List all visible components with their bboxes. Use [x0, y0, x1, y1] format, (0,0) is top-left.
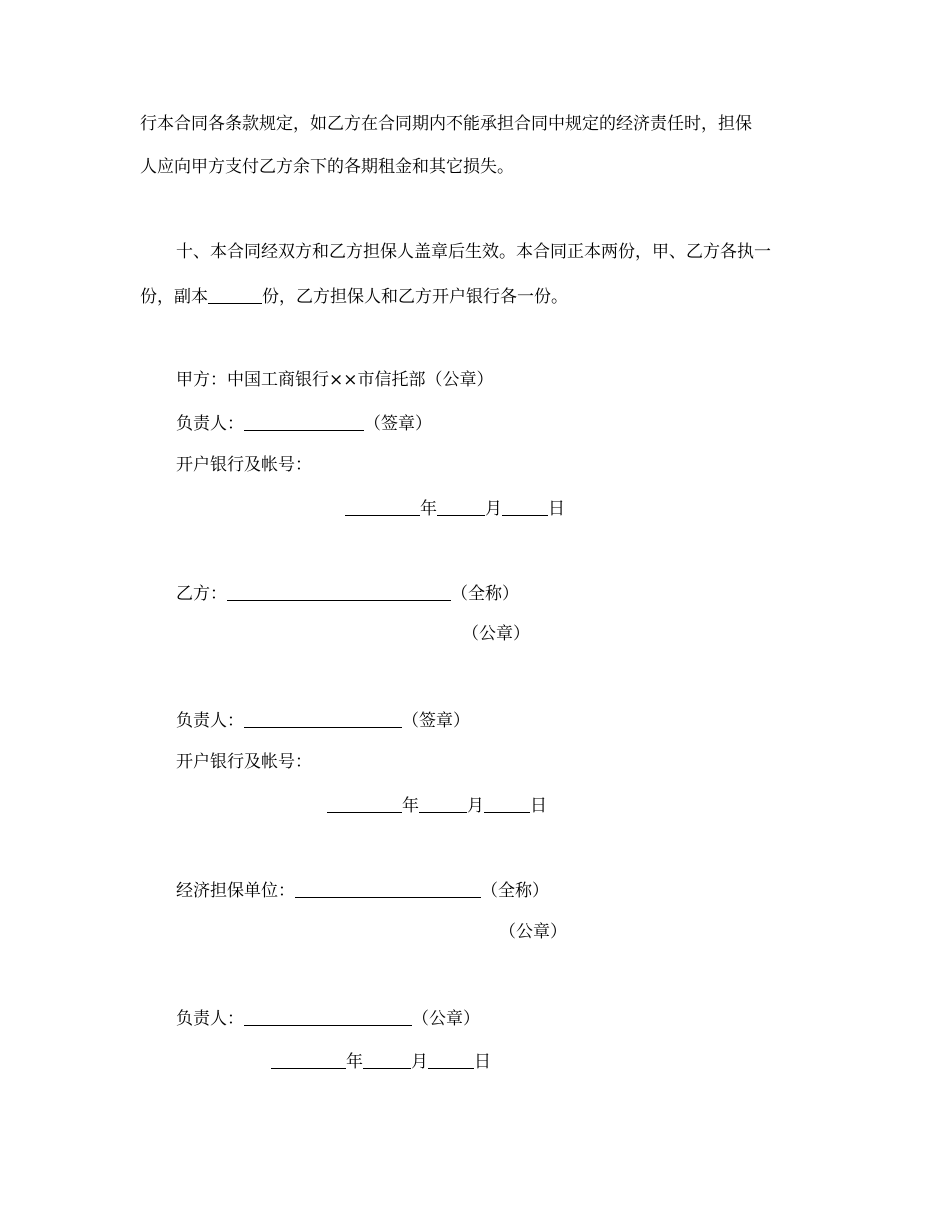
party-b-month-label: 月 [467, 796, 484, 816]
party-b-responsible-label: 负责人： [176, 711, 244, 731]
party-b-year-blank [327, 794, 402, 813]
guarantor-month-blank [363, 1050, 411, 1069]
guarantor-responsible-suffix: （公章） [412, 1009, 480, 1029]
guarantor-fullname-suffix: （全称） [481, 881, 549, 901]
guarantee-paragraph-line-1: 行本合同各条款规定，如乙方在合同期内不能承担合同中规定的经济责任时，担保 [140, 114, 752, 134]
clause-ten-copies-rest: 份，乙方担保人和乙方开户银行各一份。 [262, 287, 568, 307]
party-a-bank-label: 开户银行及帐号： [176, 455, 312, 475]
guarantor-day-label: 日 [474, 1052, 491, 1072]
party-a-responsible-label: 负责人： [176, 414, 244, 434]
copies-count-blank [208, 285, 262, 304]
party-a-month-blank [437, 497, 485, 516]
party-a-year-label: 年 [420, 499, 437, 519]
guarantor-year-label: 年 [346, 1052, 363, 1072]
party-b-name-row [176, 580, 519, 606]
clause-ten-copies-label: 份，副本 [140, 287, 208, 307]
party-a-responsible-suffix: （签章） [364, 414, 432, 434]
party-a-day-blank [502, 497, 548, 516]
guarantor-responsible-blank [244, 1007, 412, 1026]
party-b-seal: （公章） [462, 624, 530, 644]
party-b-responsible-suffix: （签章） [402, 711, 470, 731]
party-b-responsible-blank [244, 709, 402, 728]
party-b-responsible-row [176, 707, 470, 733]
guarantor-responsible-row [176, 1005, 480, 1031]
party-a-day-label: 日 [548, 499, 565, 519]
party-a-label: 甲方：中国工商银行××市信托部（公章） [176, 370, 494, 390]
party-b-month-blank [419, 794, 467, 813]
party-a-date-row [345, 495, 565, 521]
guarantor-name-row [176, 877, 549, 903]
clause-ten-line-2 [140, 283, 568, 309]
guarantor-label: 经济担保单位： [176, 881, 295, 901]
guarantor-year-blank [271, 1050, 346, 1069]
party-b-name-blank [227, 582, 451, 601]
party-a-year-blank [345, 497, 420, 516]
party-b-bank-label: 开户银行及帐号： [176, 752, 312, 772]
party-b-date-row [327, 792, 547, 818]
party-a-month-label: 月 [485, 499, 502, 519]
party-b-year-label: 年 [402, 796, 419, 816]
clause-ten-line-1: 十、本合同经双方和乙方担保人盖章后生效。本合同正本两份，甲、乙方各执一 [176, 242, 771, 262]
guarantee-paragraph-line-2: 人应向甲方支付乙方余下的各期租金和其它损失。 [140, 157, 514, 177]
guarantor-seal: （公章） [499, 922, 567, 942]
guarantor-day-blank [428, 1050, 474, 1069]
party-b-day-blank [484, 794, 530, 813]
guarantor-month-label: 月 [411, 1052, 428, 1072]
guarantor-name-blank [295, 879, 481, 898]
party-b-label: 乙方： [176, 584, 227, 604]
guarantor-responsible-label: 负责人： [176, 1009, 244, 1029]
party-b-day-label: 日 [530, 796, 547, 816]
guarantor-date-row [271, 1048, 491, 1074]
party-a-responsible-row [176, 410, 432, 436]
party-b-fullname-suffix: （全称） [451, 584, 519, 604]
party-a-responsible-blank [244, 412, 364, 431]
